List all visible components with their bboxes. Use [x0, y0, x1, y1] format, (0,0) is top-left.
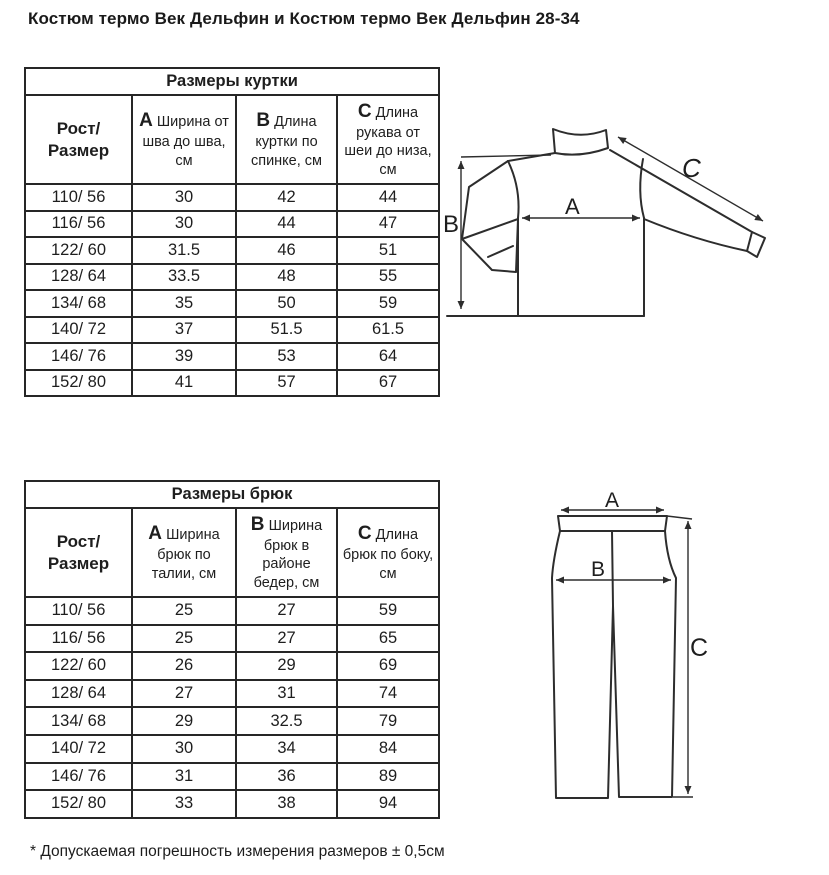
size-cell: 116/ 56 — [25, 211, 132, 238]
jacket-col-header-c — [337, 95, 439, 184]
value-a-cell: 27 — [132, 680, 236, 708]
value-a-cell: 33 — [132, 790, 236, 818]
jacket-left-sleeve-fold — [462, 219, 518, 239]
jacket-col-header-b — [236, 95, 337, 184]
pants-outline — [552, 516, 676, 798]
value-a-cell: 30 — [132, 184, 236, 211]
dim-letter-a: A — [148, 522, 163, 544]
jacket-outline — [447, 129, 765, 316]
size-row — [25, 652, 439, 680]
value-a-cell: 33.5 — [132, 264, 236, 291]
value-c-cell: 79 — [337, 707, 439, 735]
pants-size-table — [24, 480, 440, 819]
size-row — [25, 707, 439, 735]
value-a-cell: 30 — [132, 211, 236, 238]
dim-letter-b: B — [250, 513, 265, 535]
value-b-cell: 53 — [236, 343, 337, 370]
pants-col-header-b — [236, 508, 337, 597]
size-row — [25, 343, 439, 370]
pants-center-seam — [612, 531, 613, 606]
size-cell: 110/ 56 — [25, 597, 132, 625]
value-c-cell: 94 — [337, 790, 439, 818]
size-cell: 110/ 56 — [25, 184, 132, 211]
size-row — [25, 597, 439, 625]
dim-desc-b: Ширина брюк в районе бедер, см — [253, 517, 323, 591]
jacket-collar — [553, 129, 608, 155]
value-a-cell: 31 — [132, 763, 236, 791]
size-row — [25, 735, 439, 763]
tolerance-footnote: * Допускаемая погрешность измерения размеров ± 0,5см — [30, 843, 445, 860]
size-row — [25, 237, 439, 264]
value-a-cell: 35 — [132, 290, 236, 317]
value-a-cell: 30 — [132, 735, 236, 763]
size-cell: 122/ 60 — [25, 237, 132, 264]
value-a-cell: 41 — [132, 370, 236, 397]
value-c-cell: 59 — [337, 290, 439, 317]
size-row — [25, 790, 439, 818]
pants-dim-label-a: A — [605, 489, 620, 512]
jacket-col-header-a — [132, 95, 236, 184]
size-cell: 128/ 64 — [25, 264, 132, 291]
pants-col-header-c — [337, 508, 439, 597]
jacket-right-cuff — [747, 232, 752, 251]
jacket-left-armhole — [508, 161, 519, 218]
value-b-cell: 50 — [236, 290, 337, 317]
size-row — [25, 625, 439, 653]
jacket-size-table — [24, 67, 440, 397]
value-a-cell: 25 — [132, 597, 236, 625]
value-b-cell: 27 — [236, 597, 337, 625]
dim-desc-a: Ширина от шва до шва, см — [142, 113, 229, 169]
size-row — [25, 763, 439, 791]
size-row — [25, 211, 439, 238]
size-cell: 146/ 76 — [25, 343, 132, 370]
jacket-dim-label-a: A — [565, 194, 580, 219]
size-cell: 134/ 68 — [25, 290, 132, 317]
value-c-cell: 44 — [337, 184, 439, 211]
size-cell: 134/ 68 — [25, 707, 132, 735]
jacket-diagram — [440, 118, 792, 323]
value-c-cell: 64 — [337, 343, 439, 370]
value-c-cell: 55 — [337, 264, 439, 291]
value-b-cell: 32.5 — [236, 707, 337, 735]
value-c-cell: 67 — [337, 370, 439, 397]
jacket-left-shoulder — [508, 153, 555, 161]
dim-desc-b: Длина куртки по спинке, см — [250, 113, 323, 169]
pants-table-header-row — [25, 508, 439, 597]
value-a-cell: 25 — [132, 625, 236, 653]
size-cell: 146/ 76 — [25, 763, 132, 791]
page-title: Костюм термо Век Дельфин и Костюм термо Век Дельфин 28-34 — [28, 9, 580, 28]
pants-table-title: Размеры брюк — [25, 481, 439, 508]
value-b-cell: 31 — [236, 680, 337, 708]
pants-table-title-row — [25, 481, 439, 508]
value-c-cell: 65 — [337, 625, 439, 653]
pants-dim-label-c: C — [690, 634, 708, 662]
jacket-table-title-row — [25, 68, 439, 95]
value-b-cell: 36 — [236, 763, 337, 791]
size-cell: 140/ 72 — [25, 317, 132, 344]
value-b-cell: 42 — [236, 184, 337, 211]
value-c-cell: 69 — [337, 652, 439, 680]
size-cell: 152/ 80 — [25, 370, 132, 397]
pants-diagram — [538, 481, 708, 845]
pants-dim-c-top-guide — [667, 516, 692, 519]
size-cell: 152/ 80 — [25, 790, 132, 818]
value-c-cell: 51 — [337, 237, 439, 264]
value-b-cell: 44 — [236, 211, 337, 238]
value-c-cell: 47 — [337, 211, 439, 238]
value-b-cell: 46 — [236, 237, 337, 264]
dim-desc-c: Длина брюк по боку, см — [342, 526, 434, 582]
dim-letter-b: B — [256, 109, 271, 131]
jacket-table-header-row — [25, 95, 439, 184]
value-b-cell: 34 — [236, 735, 337, 763]
pants-dim-label-b: B — [591, 558, 606, 581]
dim-desc-a: Ширина брюк по талии, см — [151, 526, 220, 582]
dim-letter-a: A — [139, 109, 153, 131]
value-a-cell: 26 — [132, 652, 236, 680]
value-b-cell: 51.5 — [236, 317, 337, 344]
value-c-cell: 59 — [337, 597, 439, 625]
value-a-cell: 37 — [132, 317, 236, 344]
pants-legs — [552, 531, 676, 798]
size-row — [25, 264, 439, 291]
jacket-left-cuff — [488, 246, 513, 257]
jacket-dim-label-c: C — [682, 153, 701, 183]
pants-col-header-size: Рост/Размер — [25, 508, 132, 597]
jacket-torso-sides — [518, 218, 644, 316]
pants-table-body — [25, 597, 439, 818]
size-row — [25, 680, 439, 708]
jacket-table-body — [25, 184, 439, 396]
value-a-cell: 39 — [132, 343, 236, 370]
value-c-cell: 61.5 — [337, 317, 439, 344]
size-row — [25, 370, 439, 397]
pants-waistband — [558, 516, 667, 531]
size-row — [25, 290, 439, 317]
pants-col-header-a — [132, 508, 236, 597]
value-b-cell: 48 — [236, 264, 337, 291]
value-b-cell: 38 — [236, 790, 337, 818]
value-b-cell: 29 — [236, 652, 337, 680]
value-a-cell: 31.5 — [132, 237, 236, 264]
size-cell: 122/ 60 — [25, 652, 132, 680]
dim-desc-c: Длина рукава от шеи до низа, см — [344, 104, 432, 178]
jacket-col-header-size: Рост/Размер — [25, 95, 132, 184]
value-a-cell: 29 — [132, 707, 236, 735]
dim-letter-c: C — [357, 100, 372, 122]
value-b-cell: 27 — [236, 625, 337, 653]
size-cell: 140/ 72 — [25, 735, 132, 763]
size-cell: 116/ 56 — [25, 625, 132, 653]
value-c-cell: 89 — [337, 763, 439, 791]
jacket-table-title: Размеры куртки — [25, 68, 439, 95]
value-b-cell: 57 — [236, 370, 337, 397]
value-c-cell: 74 — [337, 680, 439, 708]
jacket-dim-label-b: B — [443, 211, 460, 238]
value-c-cell: 84 — [337, 735, 439, 763]
size-row — [25, 184, 439, 211]
size-row — [25, 317, 439, 344]
size-cell: 128/ 64 — [25, 680, 132, 708]
dim-letter-c: C — [357, 522, 372, 544]
